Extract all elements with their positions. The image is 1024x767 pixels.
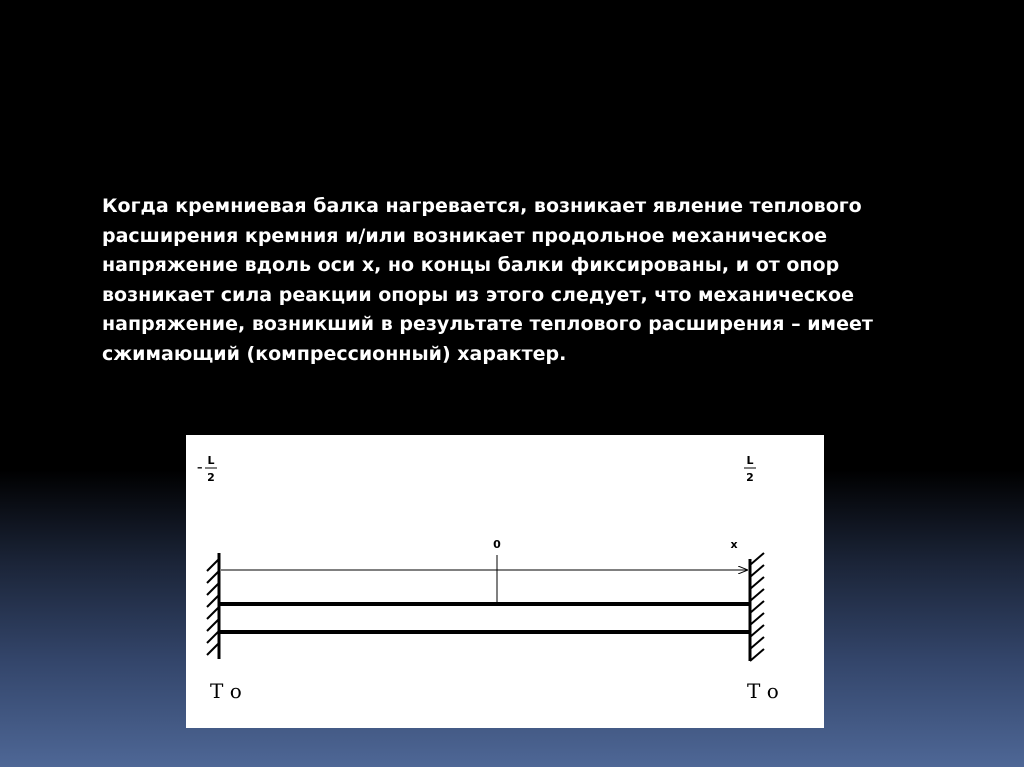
right-end-label xyxy=(744,454,756,484)
beam-diagram xyxy=(186,435,824,728)
origin-label: 0 xyxy=(493,538,501,551)
left-temperature-label: T o xyxy=(210,679,242,703)
right-temperature-label: T o xyxy=(747,679,779,703)
paragraph-line: возникает сила реакции опоры из этого следует, что механическое xyxy=(102,283,854,306)
left-end-label xyxy=(197,454,217,484)
paragraph-line: напряжение, возникший в результате теплового расширения – имеет xyxy=(102,313,873,335)
axis-label: x xyxy=(730,538,738,551)
left-wall xyxy=(207,553,219,659)
paragraph-line: Когда кремниевая балка нагревается, возникает явление теплового xyxy=(102,195,862,217)
paragraph-line: расширения кремния и/или возникает продольное механическое xyxy=(102,224,828,247)
left-end-numerator: L xyxy=(207,454,215,467)
right-wall xyxy=(750,553,764,661)
right-end-numerator: L xyxy=(746,454,754,467)
left-end-denominator: 2 xyxy=(207,471,215,484)
slide-paragraph xyxy=(102,192,922,369)
left-end-sign: – xyxy=(197,461,203,474)
right-end-denominator: 2 xyxy=(746,471,754,484)
paragraph-line: напряжение вдоль оси х, но концы балки фиксированы, и от опор xyxy=(102,254,840,276)
beam-diagram-svg xyxy=(186,435,824,728)
paragraph-line: сжимающий (компрессионный) характер. xyxy=(102,342,567,365)
